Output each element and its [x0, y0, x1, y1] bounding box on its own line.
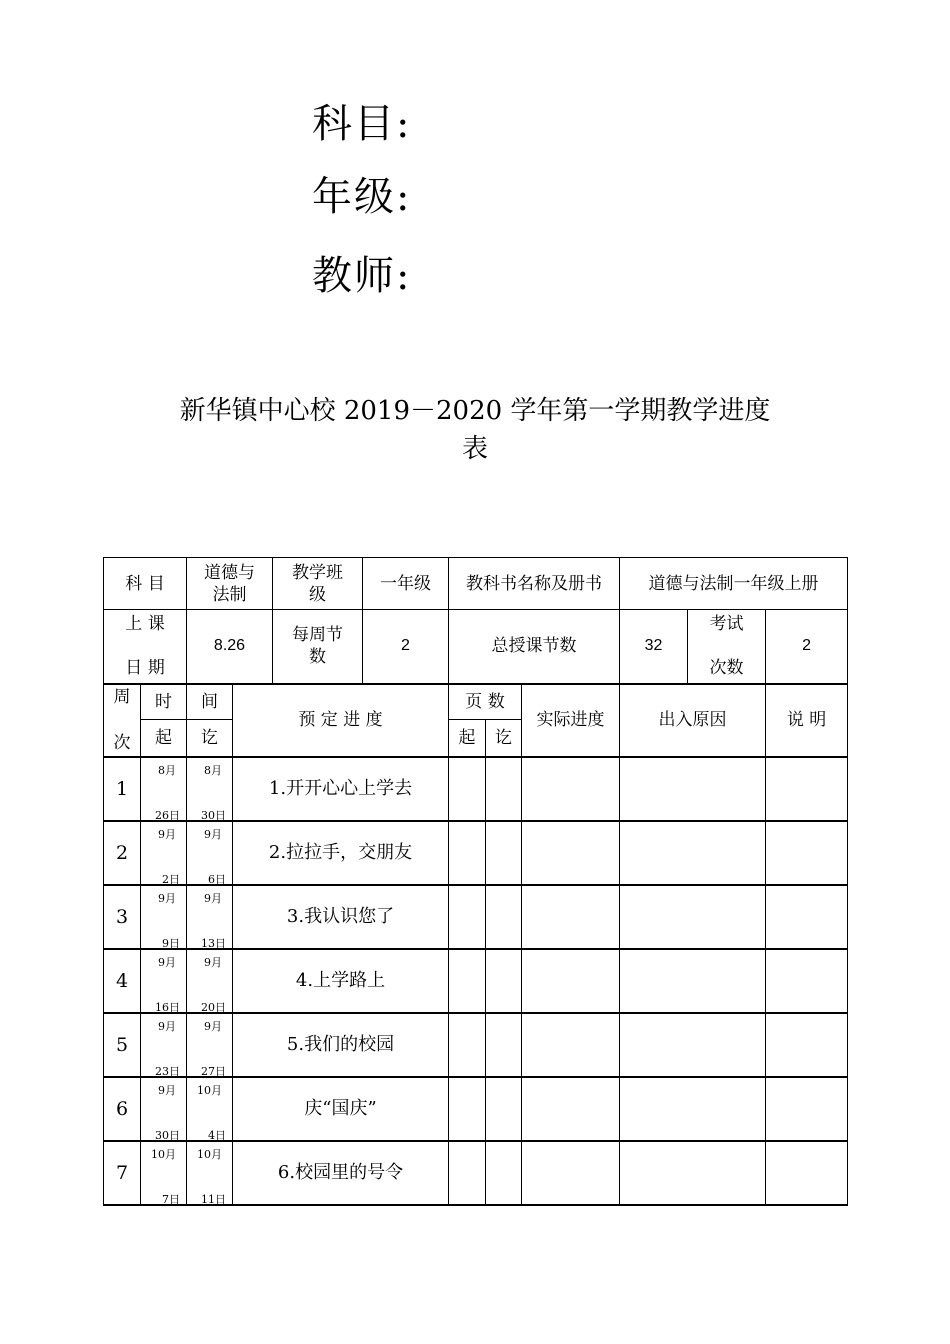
time-header-b: 间 [187, 684, 233, 720]
textbook-value: 道德与法制一年级上册 [620, 558, 848, 610]
page-end-cell [486, 1077, 522, 1141]
week-number: 5 [104, 1013, 141, 1077]
subject-label: 科 目 [104, 558, 187, 610]
deviation-reason-cell [620, 821, 766, 885]
info-row-1 [104, 558, 848, 610]
subject-value: 道德与 法制 [187, 558, 273, 610]
table-row [104, 1141, 848, 1205]
time-start-header: 起 [141, 720, 187, 757]
class-label: 教学班 级 [273, 558, 363, 610]
document-title-line1: 新华镇中心校 2019－2020 学年第一学期教学进度 [179, 396, 771, 426]
table-row [104, 1077, 848, 1141]
planned-lesson: 2.拉拉手，交朋友 [233, 821, 449, 885]
remarks-cell [766, 757, 848, 821]
document-title [100, 392, 850, 468]
page-end-cell [486, 949, 522, 1013]
total-periods-label: 总授课节数 [449, 610, 620, 684]
remarks-cell [766, 821, 848, 885]
deviation-reason-cell [620, 949, 766, 1013]
planned-lesson: 6.校园里的号令 [233, 1141, 449, 1205]
actual-progress-cell [522, 1077, 620, 1141]
actual-progress-cell [522, 885, 620, 949]
page-start-cell [449, 1077, 486, 1141]
class-value: 一年级 [363, 558, 449, 610]
cover-grade-label: 年级: [312, 174, 412, 220]
actual-progress-cell [522, 949, 620, 1013]
remarks-cell [766, 1013, 848, 1077]
pages-header: 页 数 [449, 684, 522, 720]
planned-progress-header: 预 定 进 度 [233, 684, 449, 757]
end-date: 10月 11日 [187, 1141, 233, 1205]
page-start-cell [449, 1013, 486, 1077]
deviation-reason-cell [620, 1013, 766, 1077]
table-row [104, 821, 848, 885]
page-end-cell [486, 757, 522, 821]
end-date: 9月 13日 [187, 885, 233, 949]
weekly-periods-value: 2 [363, 610, 449, 684]
week-number: 3 [104, 885, 141, 949]
week-number: 4 [104, 949, 141, 1013]
actual-progress-cell [522, 1013, 620, 1077]
remarks-header: 说 明 [766, 684, 848, 757]
page-start-cell [449, 821, 486, 885]
page-end-cell [486, 821, 522, 885]
planned-lesson: 5.我们的校园 [233, 1013, 449, 1077]
page-start-cell [449, 1141, 486, 1205]
page-start-header: 起 [449, 720, 486, 757]
week-number: 2 [104, 821, 141, 885]
table-row [104, 949, 848, 1013]
planned-lesson: 3.我认识您了 [233, 885, 449, 949]
start-date-value: 8.26 [187, 610, 273, 684]
planned-lesson: 庆“国庆” [233, 1077, 449, 1141]
start-date: 9月 16日 [141, 949, 187, 1013]
page-end-header: 讫 [486, 720, 522, 757]
start-date-label: 上 课 日 期 [104, 610, 187, 684]
page-start-cell [449, 757, 486, 821]
deviation-reason-header: 出入原因 [620, 684, 766, 757]
start-date: 9月 2日 [141, 821, 187, 885]
cover-teacher-label: 教师: [312, 253, 412, 299]
actual-progress-header: 实际进度 [522, 684, 620, 757]
document-title-line2: 表 [461, 434, 488, 464]
week-number: 7 [104, 1141, 141, 1205]
actual-progress-cell [522, 1141, 620, 1205]
actual-progress-cell [522, 757, 620, 821]
remarks-cell [766, 1077, 848, 1141]
page-end-cell [486, 885, 522, 949]
planned-lesson: 4.上学路上 [233, 949, 449, 1013]
header-row-1 [104, 684, 848, 720]
remarks-cell [766, 949, 848, 1013]
page-end-cell [486, 1013, 522, 1077]
week-number: 6 [104, 1077, 141, 1141]
time-header-a: 时 [141, 684, 187, 720]
page-end-cell [486, 1141, 522, 1205]
info-row-2 [104, 610, 848, 684]
exam-count-label: 考试 次数 [688, 610, 766, 684]
start-date: 9月 9日 [141, 885, 187, 949]
end-date: 9月 27日 [187, 1013, 233, 1077]
start-date: 9月 23日 [141, 1013, 187, 1077]
cover-subject-label: 科目: [312, 101, 412, 147]
end-date: 9月 6日 [187, 821, 233, 885]
deviation-reason-cell [620, 1141, 766, 1205]
end-date: 8月 30日 [187, 757, 233, 821]
table-row [104, 757, 848, 821]
start-date: 10月 7日 [141, 1141, 187, 1205]
page-start-cell [449, 885, 486, 949]
deviation-reason-cell [620, 757, 766, 821]
planned-lesson: 1.开开心心上学去 [233, 757, 449, 821]
exam-count-value: 2 [766, 610, 848, 684]
week-number: 1 [104, 757, 141, 821]
start-date: 8月 26日 [141, 757, 187, 821]
total-periods-value: 32 [620, 610, 688, 684]
page-start-cell [449, 949, 486, 1013]
actual-progress-cell [522, 821, 620, 885]
weekly-periods-label: 每周节 数 [273, 610, 363, 684]
remarks-cell [766, 885, 848, 949]
textbook-label: 教科书名称及册书 [449, 558, 620, 610]
start-date: 9月 30日 [141, 1077, 187, 1141]
deviation-reason-cell [620, 1077, 766, 1141]
deviation-reason-cell [620, 885, 766, 949]
progress-table [103, 557, 848, 1206]
end-date: 9月 20日 [187, 949, 233, 1013]
table-row [104, 885, 848, 949]
week-header: 周 次 [104, 684, 141, 757]
end-date: 10月 4日 [187, 1077, 233, 1141]
remarks-cell [766, 1141, 848, 1205]
table-row [104, 1013, 848, 1077]
time-end-header: 讫 [187, 720, 233, 757]
